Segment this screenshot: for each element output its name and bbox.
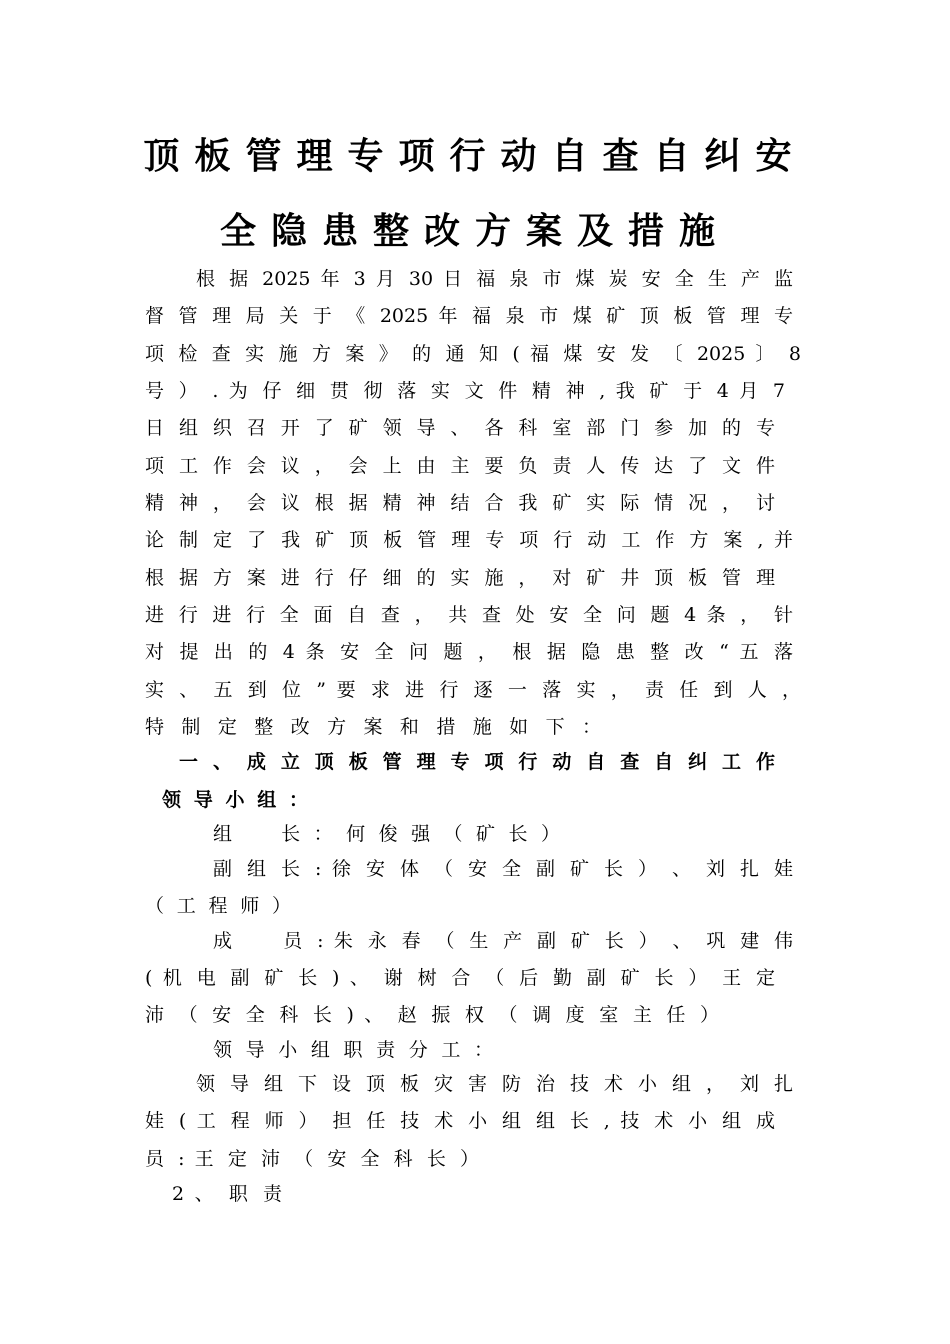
- deputy-line-2: （ 工 程 师 ）: [145, 895, 291, 917]
- member-line-2: ( 机 电 副 矿 长 ) 、 谢 树 合 （ 后 勤 副 矿 长 ） 王 定: [145, 967, 775, 989]
- intro-line-10: 进 行 进 行 全 面 自 查 ， 共 查 处 安 全 问 题 4 条 ， 针: [145, 604, 793, 626]
- section-2-item: 2 、 职 责: [172, 1183, 282, 1205]
- tech-group-line-1: 领 导 组 下 设 顶 板 灾 害 防 治 技 术 小 组 ， 刘 扎: [196, 1073, 793, 1095]
- tech-group-line-3: 员 : 王 定 沛 （ 安 全 科 长 ）: [145, 1148, 479, 1170]
- intro-line-4: 号 ） . 为 仔 细 贯 彻 落 实 文 件 精 神 , 我 矿 于 4 月 7: [145, 380, 785, 402]
- document-title-line-1: 顶板管理专项行动自查自纠安: [143, 136, 807, 177]
- intro-line-2: 督 管 理 局 关 于 《 2025 年 福 泉 市 煤 矿 顶 板 管 理 专: [145, 305, 793, 327]
- intro-line-3: 项 检 查 实 施 方 案 》 的 通 知 ( 福 煤 安 发 〔 2025 〕 8: [145, 343, 801, 365]
- intro-line-8: 论 制 定 了 我 矿 顶 板 管 理 专 项 行 动 工 作 方 案 , 并: [145, 529, 793, 551]
- duties-heading: 领 导 小 组 职 责 分 工 ：: [213, 1039, 493, 1061]
- leader-line: 组 长 ： 何 俊 强 （ 矿 长 ）: [213, 823, 560, 845]
- tech-group-line-2: 娃 ( 工 程 师 ） 担 任 技 术 小 组 组 长 , 技 术 小 组 成: [145, 1110, 775, 1132]
- intro-line-13: 特 制 定 整 改 方 案 和 措 施 如 下 ：: [145, 716, 601, 738]
- intro-line-9: 根 据 方 案 进 行 仔 细 的 实 施 ， 对 矿 井 顶 板 管 理: [145, 567, 775, 589]
- member-line-1: 成 员 : 朱 永 春 （ 生 产 副 矿 长 ） 、 巩 建 伟: [213, 930, 793, 952]
- intro-line-7: 精 神 ， 会 议 根 据 精 神 结 合 我 矿 实 际 情 况 ， 讨: [145, 492, 775, 514]
- intro-line-12: 实 、 五 到 位 ” 要 求 进 行 逐 一 落 实 ， 责 任 到 人 ，: [145, 679, 801, 701]
- deputy-line-1: 副 组 长 : 徐 安 体 （ 安 全 副 矿 长 ） 、 刘 扎 娃: [213, 858, 793, 880]
- section-1-heading-line-1: 一 、 成 立 顶 板 管 理 专 项 行 动 自 查 自 纠 工 作: [179, 751, 775, 773]
- intro-line-6: 项 工 作 会 议 ， 会 上 由 主 要 负 责 人 传 达 了 文 件: [145, 455, 775, 477]
- intro-line-11: 对 提 出 的 4 条 安 全 问 题 ， 根 据 隐 患 整 改 “ 五 落: [145, 641, 793, 663]
- intro-line-1: 根 据 2025 年 3 月 30 日 福 泉 市 煤 炭 安 全 生 产 监: [196, 268, 793, 290]
- member-line-3: 沛 （ 安 全 科 长 ) 、 赵 振 权 （ 调 度 室 主 任 ）: [145, 1004, 719, 1026]
- intro-line-5: 日 组 织 召 开 了 矿 领 导 、 各 科 室 部 门 参 加 的 专: [145, 417, 775, 439]
- document-title-line-2: 全隐患整改方案及措施: [219, 211, 730, 252]
- section-1-heading-line-2: 领 导 小 组 ：: [162, 789, 308, 811]
